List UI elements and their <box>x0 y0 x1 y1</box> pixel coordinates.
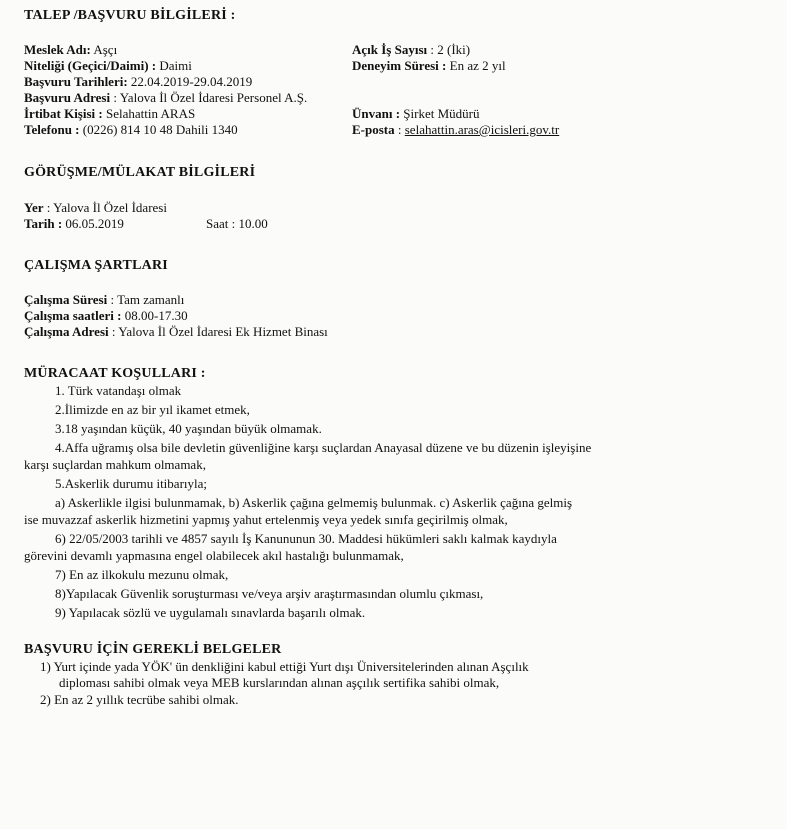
calisma-sure-value: : Tam zamanlı <box>107 292 185 307</box>
yer-value: : Yalova İl Özel İdaresi <box>43 200 167 215</box>
eposta-link[interactable]: selahattin.aras@icisleri.gov.tr <box>404 122 560 137</box>
acik-is-value: : 2 (İki) <box>427 42 471 57</box>
belgeler-heading: BAŞVURU İÇİN GEREKLİ BELGELER <box>24 642 282 657</box>
basvuru-tarih-label: Başvuru Tarihleri: <box>24 74 128 89</box>
kosul-5a: a) Askerlikle ilgisi bulunmamak, b) Askerlik çağına gelmemiş bulunmak. c) Askerlik çağına gelmiş <box>55 495 572 510</box>
nitelik-row <box>24 58 192 74</box>
kosul-5: 5.Askerlik durumu itibarıyla; <box>55 476 208 491</box>
kosul-9: 9) Yapılacak sözlü ve uygulamalı sınavlarda başarılı olmak. <box>55 605 366 620</box>
gorusme-tarih-label: Tarih : <box>24 216 63 231</box>
calisma-saat-row <box>24 308 188 324</box>
telefon-value: (0226) 814 10 48 Dahili 1340 <box>79 122 238 137</box>
calisma-sure-label: Çalışma Süresi <box>24 292 108 307</box>
basvuru-adres-value: : Yalova İl Özel İdaresi Personel A.Ş. <box>110 90 308 105</box>
basvuru-adres-row <box>24 90 307 106</box>
nitelik-label: Niteliği (Geçici/Daimi) : <box>24 58 157 73</box>
basvuru-adres-label: Başvuru Adresi <box>24 90 111 105</box>
telefon-row <box>24 122 238 138</box>
eposta-sep: : <box>394 122 405 137</box>
kosul-4a: 4.Affa uğramış olsa bile devletin güvenliğine karşı suçlardan Anayasal düzene ve bu düzenin işleyişine <box>55 440 592 455</box>
calisma-adres-label: Çalışma Adresi <box>24 324 109 339</box>
gorusme-saat: Saat : 10.00 <box>206 216 268 231</box>
acik-is-row <box>352 42 470 58</box>
kosul-4b: karşı suçlardan mahkum olmamak, <box>24 457 206 472</box>
belge-2: 2) En az 2 yıllık tecrübe sahibi olmak. <box>40 692 239 707</box>
talep-heading: TALEP /BAŞVURU BİLGİLERİ : <box>24 8 236 23</box>
basvuru-tarih-row <box>24 74 252 90</box>
calisma-saat-value: 08.00-17.30 <box>121 308 188 323</box>
gorusme-tarih-value: 06.05.2019 <box>62 216 124 231</box>
basvuru-tarih-value: 22.04.2019-29.04.2019 <box>127 74 253 89</box>
deneyim-value: En az 2 yıl <box>446 58 506 73</box>
calisma-sure-row <box>24 292 184 308</box>
eposta-label: E-posta <box>352 122 395 137</box>
deneyim-row <box>352 58 506 74</box>
unvan-label: Ünvanı : <box>352 106 401 121</box>
irtibat-row <box>24 106 195 122</box>
kosul-2: 2.İlimizde en az bir yıl ikamet etmek, <box>55 402 250 417</box>
meslek-label: Meslek Adı: <box>24 42 91 57</box>
kosul-8: 8)Yapılacak Güvenlik soruşturması ve/veya arşiv araştırmasından olumlu çıkması, <box>55 586 484 601</box>
meslek-row <box>24 42 117 58</box>
deneyim-label: Deneyim Süresi : <box>352 58 447 73</box>
kosul-3: 3.18 yaşından küçük, 40 yaşından büyük olmamak. <box>55 421 322 436</box>
kosul-7: 7) En az ilkokulu mezunu olmak, <box>55 567 229 582</box>
irtibat-label: İrtibat Kişisi : <box>24 106 103 121</box>
gorusme-heading: GÖRÜŞME/MÜLAKAT BİLGİLERİ <box>24 165 256 180</box>
unvan-value: Şirket Müdürü <box>400 106 480 121</box>
belge-1b: diploması sahibi olmak veya MEB kurslarından alınan aşçılık sertifika sahibi olmak, <box>59 675 500 690</box>
yer-label: Yer <box>24 200 44 215</box>
nitelik-value: Daimi <box>156 58 192 73</box>
calisma-adres-value: : Yalova İl Özel İdaresi Ek Hizmet Binası <box>108 324 328 339</box>
belge-1a: 1) Yurt içinde yada YÖK' ün denkliğini kabul ettiği Yurt dışı Üniversitelerinden alınan Aşçılık <box>40 659 529 674</box>
irtibat-value: Selahattin ARAS <box>102 106 196 121</box>
unvan-row <box>352 106 480 122</box>
kosul-5b: ise muvazzaf askerlik hizmetini yapmış yahut ertelenmiş veya yedek sınıfa geçirilmiş olmak, <box>24 512 508 527</box>
acik-is-label: Açık İş Sayısı <box>352 42 428 57</box>
calisma-heading: ÇALIŞMA ŞARTLARI <box>24 258 168 273</box>
gorusme-tarih-row <box>24 216 124 232</box>
kosul-6a: 6) 22/05/2003 tarihli ve 4857 sayılı İş Kanununun 30. Maddesi hükümleri saklı kalmak kaydıyla <box>55 531 557 546</box>
eposta-row <box>352 122 559 138</box>
kosul-1: 1. Türk vatandaşı olmak <box>55 383 182 398</box>
kosul-6b: görevini devamlı yapmasına engel olabilecek akıl hastalığı bulunmamak, <box>24 548 404 563</box>
calisma-adres-row <box>24 324 328 340</box>
meslek-value: Aşçı <box>90 42 118 57</box>
calisma-saat-label: Çalışma saatleri : <box>24 308 122 323</box>
telefon-label: Telefonu : <box>24 122 80 137</box>
yer-row <box>24 200 167 216</box>
muracaat-heading: MÜRACAAT KOŞULLARI : <box>24 366 206 381</box>
